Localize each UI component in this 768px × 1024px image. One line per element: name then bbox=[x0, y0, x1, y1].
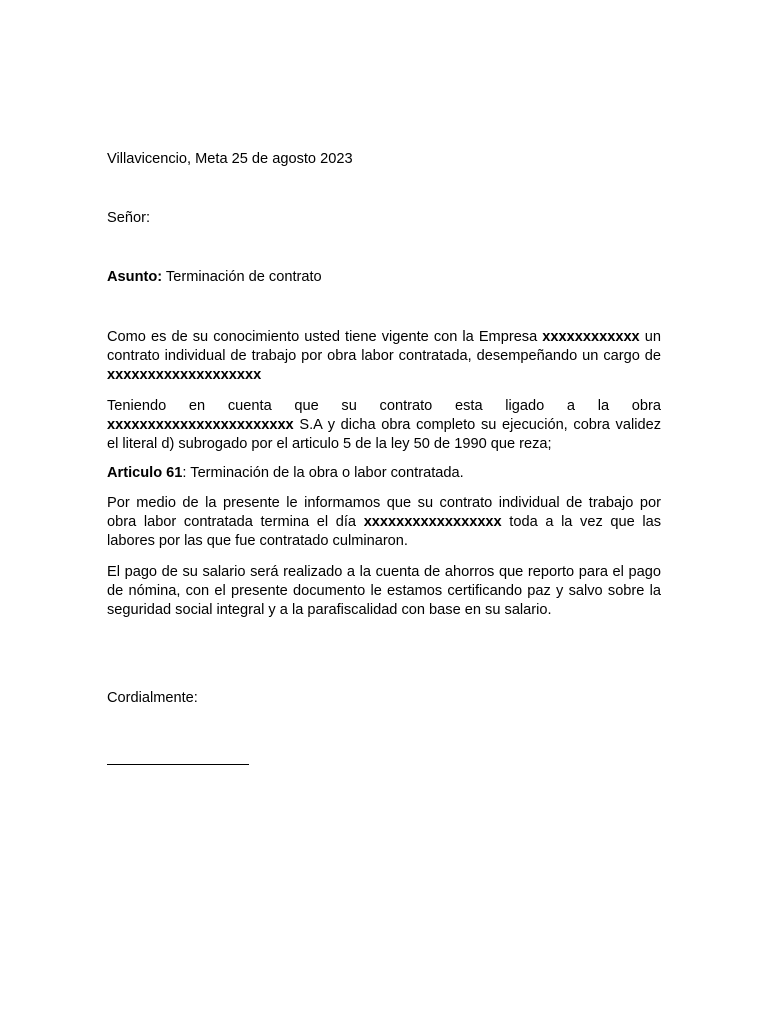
paragraph-work-part-2: S.A y dicha obra completo su ejecución, cobra validez el literal d) subrogado por el articulo 5 de la ley 50 de 1990 que reza; bbox=[107, 417, 661, 452]
article-label: Articulo 61 bbox=[107, 465, 183, 481]
signature-line bbox=[107, 764, 249, 765]
termination-date-placeholder: xxxxxxxxxxxxxxxxx bbox=[363, 514, 502, 530]
paragraph-payment: El pago de su salario será realizado a la cuenta de ahorros que reporto para el pago de nómina, con el presente documento le estamos certificando paz y salvo sobre la seguridad social integral y a la parafiscalidad con base en su salario. bbox=[107, 564, 661, 618]
company-placeholder: xxxxxxxxxxxx bbox=[542, 329, 640, 345]
paragraph-work bbox=[107, 397, 661, 454]
article-line bbox=[107, 464, 661, 483]
work-placeholder: xxxxxxxxxxxxxxxxxxxxxxx bbox=[107, 417, 294, 433]
paragraph-termination-part-2: toda a la vez que las labores por las que fue contratado culminaron. bbox=[107, 514, 662, 549]
subject-label: Asunto: bbox=[107, 269, 163, 285]
paragraph-contract bbox=[107, 328, 661, 385]
subject-text: Terminación de contrato bbox=[162, 269, 322, 285]
article-text: : Terminación de la obra o labor contratada. bbox=[182, 465, 464, 481]
paragraph-contract-part-2: un contrato individual de trabajo por obra labor contratada, desempeñando un cargo de bbox=[107, 329, 661, 364]
paragraph-termination bbox=[107, 494, 661, 551]
position-placeholder: xxxxxxxxxxxxxxxxxxx bbox=[107, 367, 262, 383]
paragraph-work-part-1: Teniendo en cuenta que su contrato esta ligado a la obra bbox=[107, 398, 661, 414]
paragraph-contract-part-1: Como es de su conocimiento usted tiene vigente con la Empresa bbox=[107, 329, 543, 345]
subject-line bbox=[107, 268, 661, 287]
date-line: Villavicencio, Meta 25 de agosto 2023 bbox=[107, 151, 353, 167]
paragraph-termination-part-1: Por medio de la presente le informamos que su contrato individual de trabajo por obra labor contratada termina el día bbox=[107, 495, 661, 530]
greeting: Señor: bbox=[107, 210, 150, 226]
closing: Cordialmente: bbox=[107, 690, 198, 706]
